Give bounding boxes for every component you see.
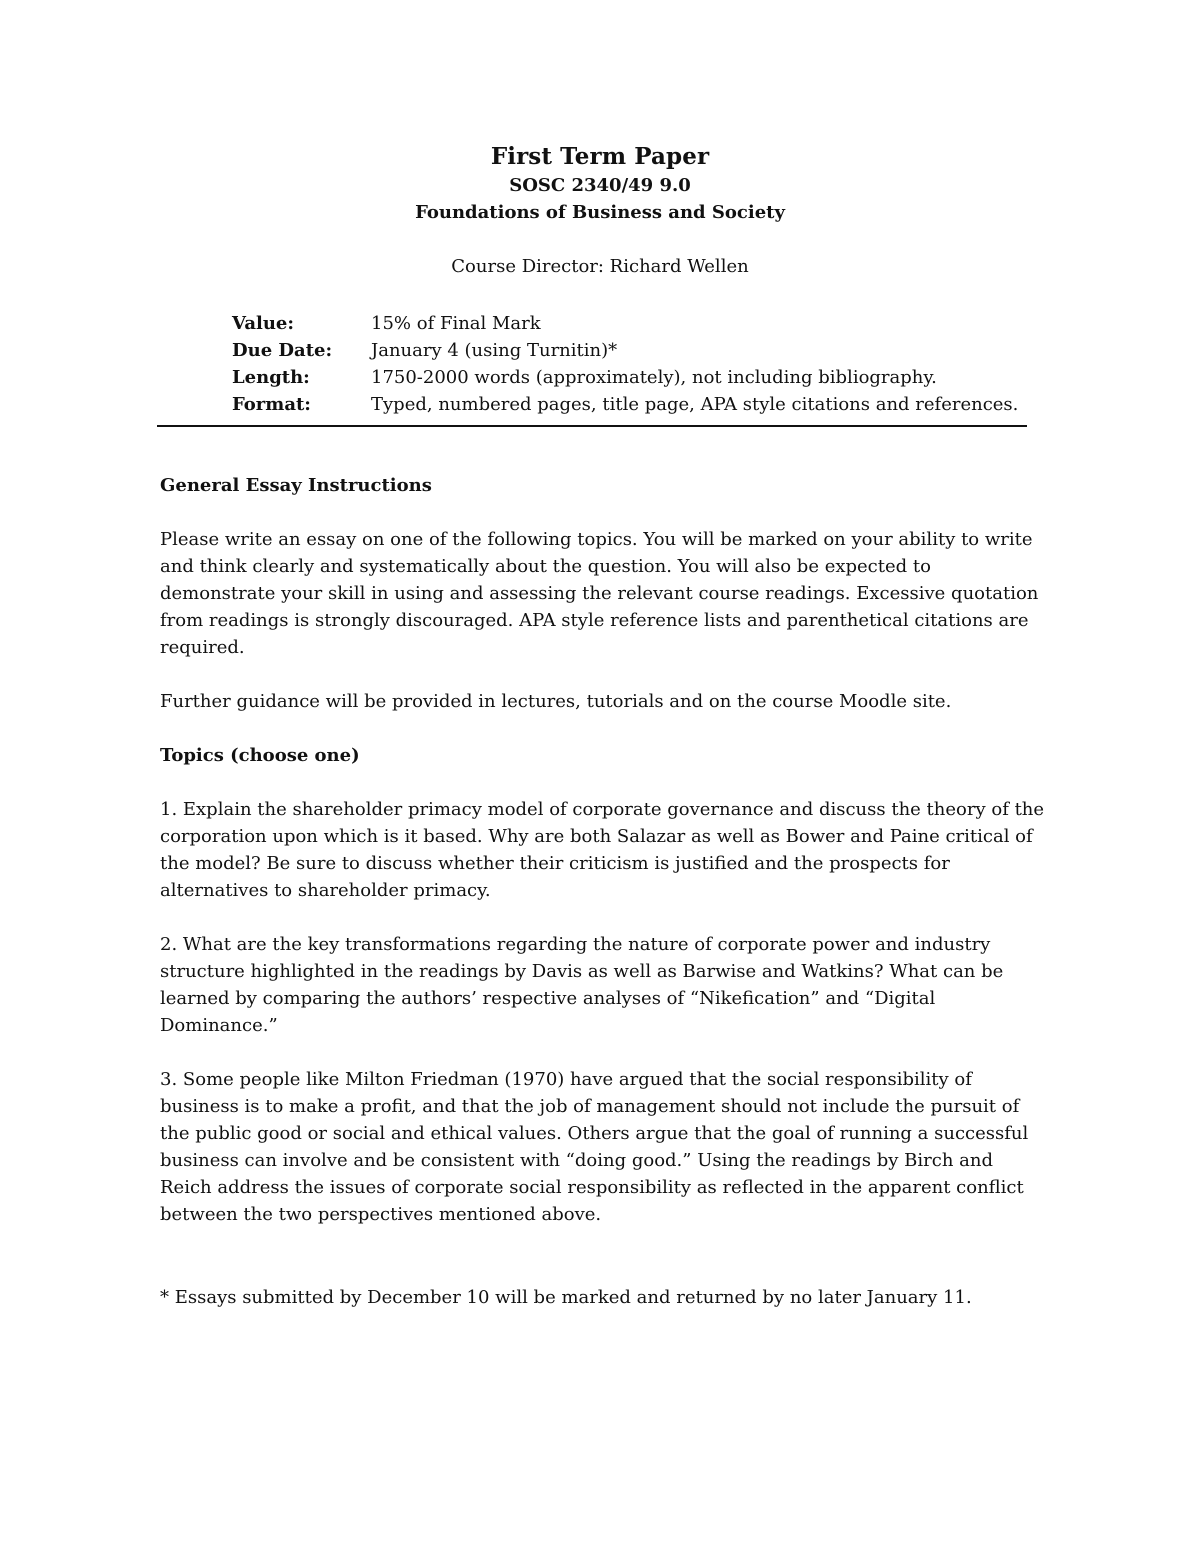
detail-label: Format:: [232, 394, 311, 415]
detail-value: Typed, numbered pages, title page, APA style citations and references.: [371, 394, 1019, 415]
topics-heading: Topics (choose one): [160, 745, 360, 766]
detail-row-length: [232, 364, 1052, 391]
document-header: [0, 142, 1200, 280]
detail-label: Due Date:: [232, 340, 333, 361]
topic-item: 1. Explain the shareholder primacy model of corporate governance and discuss the theory of the corporation upon which is it based. Why are both Salazar as well as Bower and Paine critical of the model? Be sure to discuss whether their criticism is justified and the prospects for alternatives to shareholder primacy.: [160, 799, 1045, 901]
page-title: First Term Paper: [490, 143, 710, 170]
course-name: Foundations of Business and Society: [415, 202, 785, 223]
topic-item: 3. Some people like Milton Friedman (1970) have argued that the social responsibility of business is to make a profit, and that the job of management should not include the pursuit of the public good or social and ethical values. Others argue that the goal of running a successful business can involve and be consistent with “doing good.” Using the readings by Birch and Reich address the issues of corporate social responsibility as reflected in the apparent conflict between the two perspectives mentioned above.: [160, 1069, 1029, 1225]
detail-row-format: [232, 391, 1052, 418]
document-body: [160, 472, 1045, 1255]
instructions-paragraph: Please write an essay on one of the following topics. You will be marked on your ability to write and think clearly and systematically about the question. You will also be expected to demonstrate your skill in using and assessing the relevant course readings. Excessive quotation from readings is strongly discouraged. APA style reference lists and parenthetical citations are required.: [160, 529, 1039, 658]
detail-value: 1750-2000 words (approximately), not including bibliography.: [371, 367, 937, 388]
detail-label: Value:: [232, 313, 294, 334]
instructions-heading: General Essay Instructions: [160, 475, 432, 496]
horizontal-divider: [157, 425, 1027, 427]
detail-row-due-date: [232, 337, 1052, 364]
detail-value: January 4 (using Turnitin)*: [371, 340, 618, 361]
course-code: SOSC 2340/49 9.0: [509, 175, 691, 196]
footnote: * Essays submitted by December 10 will be marked and returned by no later January 11.: [160, 1287, 972, 1308]
guidance-paragraph: Further guidance will be provided in lectures, tutorials and on the course Moodle site.: [160, 691, 952, 712]
assignment-details: [232, 310, 1052, 418]
topic-item: 2. What are the key transformations regarding the nature of corporate power and industry structure highlighted in the readings by Davis as well as Barwise and Watkins? What can be learned by comparing the authors’ respective analyses of “Nikefication” and “Digital Dominance.”: [160, 934, 1004, 1036]
detail-row-value: [232, 310, 1052, 337]
course-director: Course Director: Richard Wellen: [451, 256, 749, 277]
detail-value: 15% of Final Mark: [371, 313, 541, 334]
detail-label: Length:: [232, 367, 310, 388]
